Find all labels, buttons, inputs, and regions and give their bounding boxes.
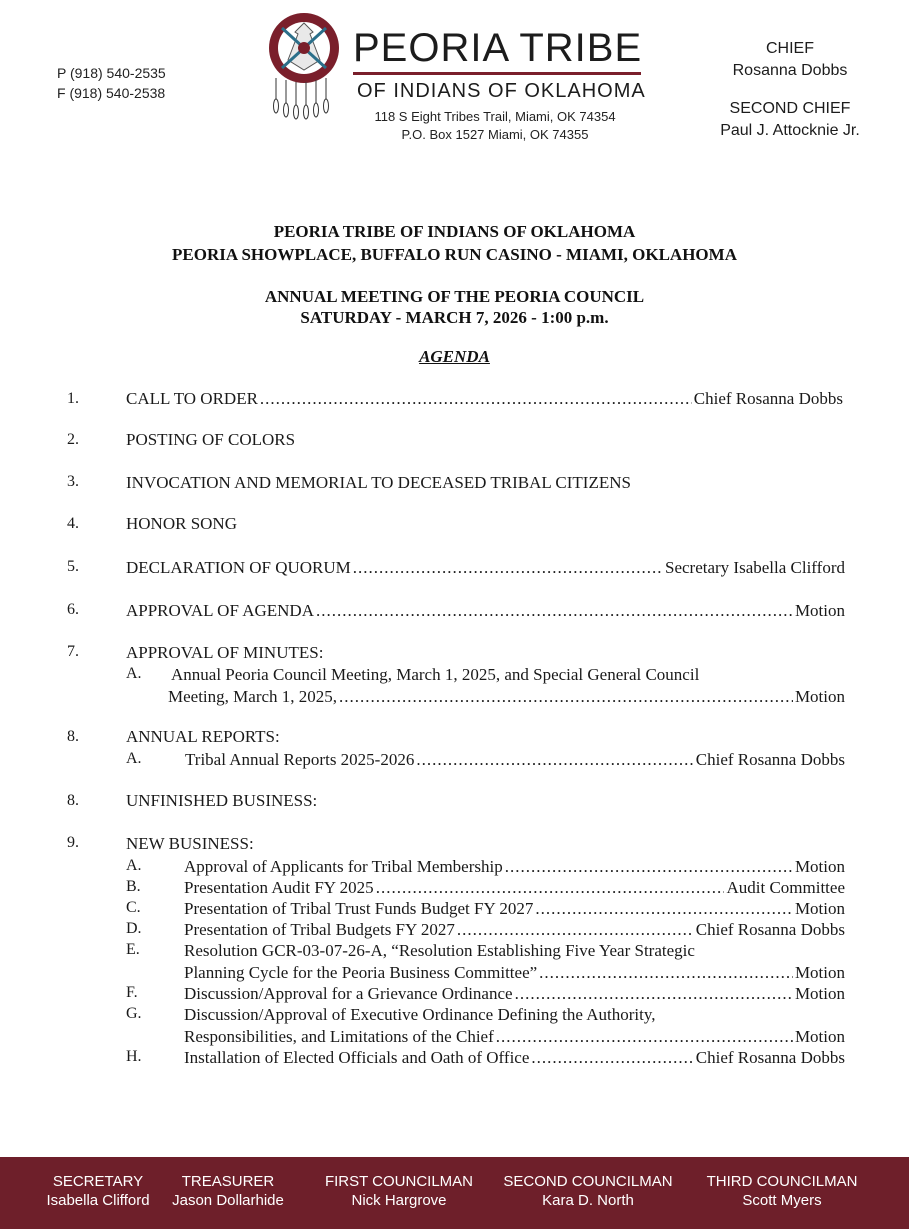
item-text: Presentation Audit FY 2025 [184, 878, 374, 897]
second-chief-name: Paul J. Attocknie Jr. [720, 122, 860, 139]
agenda-item-approval-agenda [126, 601, 845, 621]
agenda-item-annual-reports: ANNUAL REPORTS: [126, 727, 280, 746]
leader-dots [376, 878, 725, 898]
new-business-item-c [184, 899, 845, 919]
item-number: 9. [67, 834, 79, 851]
agenda-item-unfinished-business: UNFINISHED BUSINESS: [126, 791, 318, 810]
footer-secretary [38, 1172, 158, 1210]
item-presenter: Motion [794, 857, 845, 876]
sub-item-letter: A. [126, 857, 142, 874]
item-number: 4. [67, 515, 79, 532]
annual-reports-sub-item [185, 750, 845, 770]
new-business-item-a [184, 857, 845, 877]
agenda-item-posting-colors: POSTING OF COLORS [126, 430, 296, 449]
heading-tribe: PEORIA TRIBE OF INDIANS OF OKLAHOMA [273, 222, 636, 241]
leader-dots [531, 1048, 693, 1068]
item-number: 8. [67, 792, 79, 809]
officer-title: TREASURER [181, 1173, 275, 1190]
officer-title: SECRETARY [52, 1173, 144, 1190]
item-presenter: Motion [794, 687, 845, 706]
chief-title: CHIEF [766, 40, 814, 57]
new-business-item-f [184, 984, 845, 1004]
item-number: 5. [67, 558, 79, 575]
officer-title: THIRD COUNCILMAN [706, 1173, 858, 1190]
address-line-2: P.O. Box 1527 Miami, OK 74355 [401, 127, 589, 142]
item-presenter: Audit Committee [726, 878, 845, 897]
heading-meeting: ANNUAL MEETING OF THE PEORIA COUNCIL [264, 287, 645, 306]
agenda-item-quorum [126, 558, 845, 578]
chief-officers [700, 38, 880, 142]
item-text: Responsibilities, and Limitations of the Chief [184, 1027, 494, 1046]
fax-number: F (918) 540-2538 [57, 85, 166, 101]
item-presenter: Motion [794, 984, 845, 1003]
new-business-item-d [184, 920, 845, 940]
new-business-item-h [184, 1048, 845, 1068]
minutes-description-line-1: Annual Peoria Council Meeting, March 1, 2025, and Special General Council [171, 665, 700, 684]
leader-dots [316, 601, 793, 621]
item-text: Presentation of Tribal Budgets FY 2027 [184, 920, 455, 939]
item-presenter: Secretary Isabella Clifford [664, 558, 845, 577]
item-text: Installation of Elected Officials and Oath of Office [184, 1048, 530, 1067]
sub-item-letter: A. [126, 665, 142, 682]
item-presenter: Chief Rosanna Dobbs [695, 750, 845, 769]
sub-item-letter: C. [126, 899, 141, 916]
new-business-item-e-line-2 [184, 963, 845, 983]
new-business-item-e-line-1: Resolution GCR-03-07-26-A, “Resolution Establishing Five Year Strategic [184, 941, 695, 960]
leader-dots [339, 687, 793, 707]
officer-title: FIRST COUNCILMAN [324, 1173, 474, 1190]
item-presenter: Motion [794, 899, 845, 918]
agenda-item-new-business: NEW BUSINESS: [126, 834, 254, 853]
footer-third-councilman [698, 1172, 866, 1210]
officer-name: Isabella Clifford [46, 1192, 150, 1209]
heading-venue: PEORIA SHOWPLACE, BUFFALO RUN CASINO - MIAMI, OKLAHOMA [172, 245, 737, 264]
item-number: 6. [67, 601, 79, 618]
sub-item-letter: E. [126, 941, 140, 958]
phone-number: P (918) 540-2535 [57, 65, 166, 81]
sub-item-letter: H. [126, 1048, 142, 1065]
heading-date: SATURDAY - MARCH 7, 2026 - 1:00 p.m. [300, 308, 609, 327]
new-business-item-g-line-2 [184, 1027, 845, 1047]
tribe-seal-icon [266, 10, 342, 120]
item-presenter: Chief Rosanna Dobbs [695, 1048, 845, 1067]
agenda-item-honor-song: HONOR SONG [126, 514, 237, 533]
item-presenter: Chief Rosanna Dobbs [693, 389, 843, 408]
footer-treasurer [166, 1172, 290, 1210]
chief-name: Rosanna Dobbs [732, 62, 848, 79]
officer-name: Jason Dollarhide [172, 1192, 284, 1209]
new-business-item-b [184, 878, 845, 898]
new-business-item-g-line-1: Discussion/Approval of Executive Ordinance Defining the Authority, [184, 1005, 656, 1024]
leader-dots [260, 389, 692, 409]
agenda-item-call-to-order [126, 389, 843, 409]
item-text: Approval of Applicants for Tribal Membership [184, 857, 503, 876]
leader-dots [515, 984, 793, 1004]
item-text: APPROVAL OF AGENDA [126, 601, 314, 620]
leader-dots [457, 920, 694, 940]
item-text: Meeting, March 1, 2025, [168, 687, 338, 706]
item-presenter: Motion [794, 1027, 845, 1046]
address-line-1: 118 S Eight Tribes Trail, Miami, OK 74354 [374, 109, 616, 124]
item-text: Tribal Annual Reports 2025-2026 [185, 750, 415, 769]
item-text: CALL TO ORDER [126, 389, 258, 408]
officer-name: Scott Myers [742, 1192, 822, 1209]
item-text: Planning Cycle for the Peoria Business Committee” [184, 963, 538, 982]
item-number: 1. [67, 390, 79, 407]
contact-numbers [57, 63, 166, 103]
tribe-address [370, 108, 620, 144]
officer-name: Nick Hargrove [351, 1192, 447, 1209]
item-text: Presentation of Tribal Trust Funds Budget FY 2027 [184, 899, 534, 918]
sub-item-letter: B. [126, 878, 141, 895]
leader-dots [353, 558, 663, 578]
officer-title: SECOND COUNCILMAN [503, 1173, 673, 1190]
footer-second-councilman [497, 1172, 679, 1210]
tribe-name: PEORIA TRIBE [353, 26, 643, 70]
second-chief-title: SECOND CHIEF [729, 100, 851, 117]
item-number: 7. [67, 643, 79, 660]
sub-item-letter: G. [126, 1005, 142, 1022]
item-number: 8. [67, 728, 79, 745]
agenda-item-approval-minutes: APPROVAL OF MINUTES: [126, 643, 324, 662]
minutes-description-line-2 [168, 687, 845, 707]
sub-item-letter: A. [126, 750, 142, 767]
item-presenter: Chief Rosanna Dobbs [695, 920, 845, 939]
item-presenter: Motion [794, 601, 845, 620]
item-presenter: Motion [794, 963, 845, 982]
footer-first-councilman [320, 1172, 478, 1210]
leader-dots [535, 899, 793, 919]
tribe-subtitle: OF INDIANS OF OKLAHOMA [357, 80, 646, 102]
item-number: 2. [67, 431, 79, 448]
leader-dots [416, 750, 693, 770]
sub-item-letter: F. [126, 984, 138, 1001]
item-text: DECLARATION OF QUORUM [126, 558, 351, 577]
leader-dots [496, 1027, 793, 1047]
sub-item-letter: D. [126, 920, 142, 937]
leader-dots [539, 963, 793, 983]
agenda-title: AGENDA [419, 347, 490, 366]
agenda-item-invocation: INVOCATION AND MEMORIAL TO DECEASED TRIBAL CITIZENS [126, 473, 631, 492]
leader-dots [505, 857, 793, 877]
title-divider [353, 72, 641, 75]
item-text: Discussion/Approval for a Grievance Ordinance [184, 984, 513, 1003]
item-number: 3. [67, 473, 79, 490]
officer-name: Kara D. North [542, 1192, 634, 1209]
